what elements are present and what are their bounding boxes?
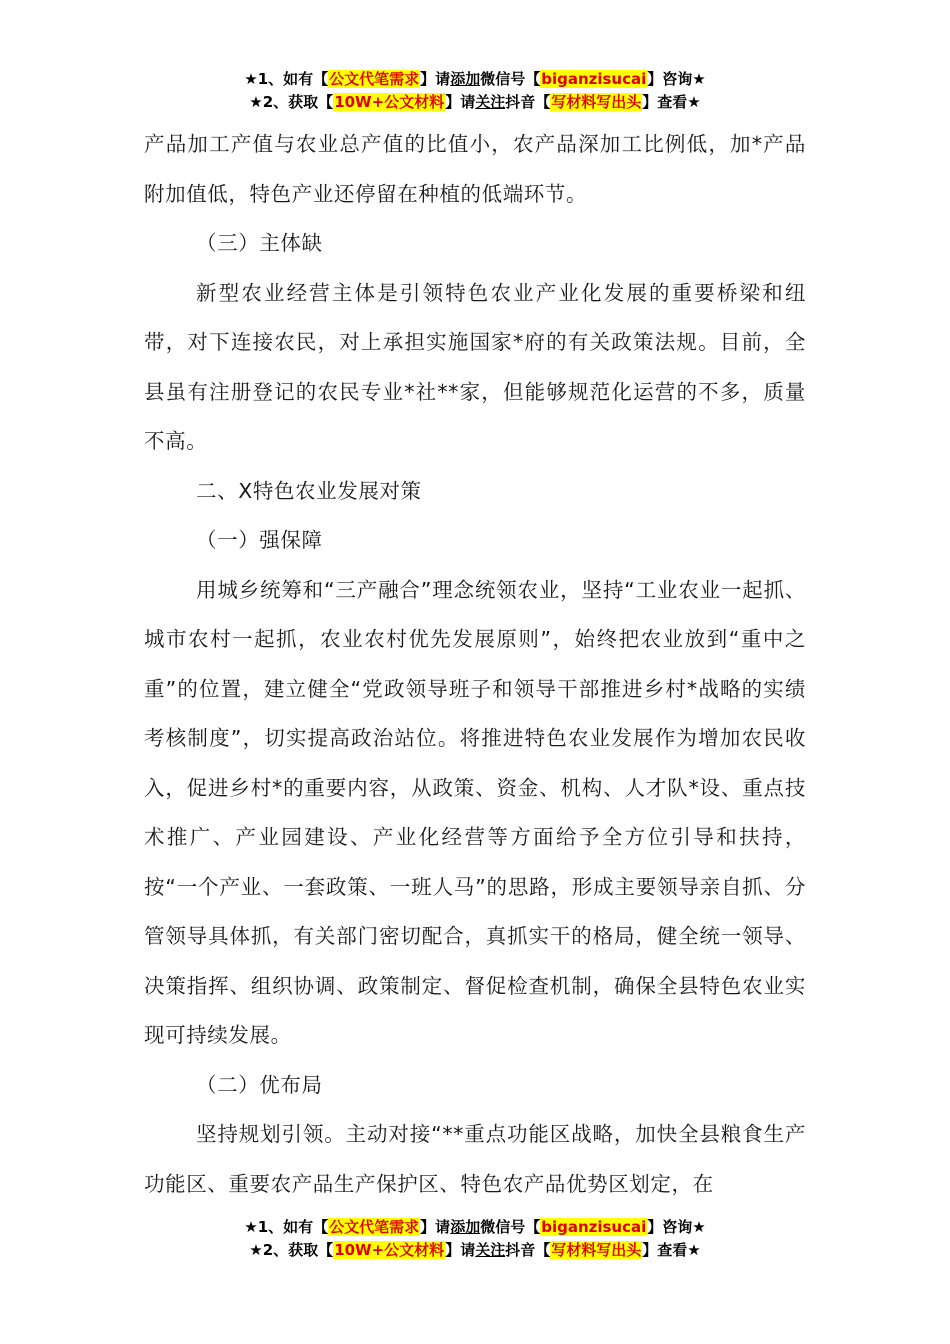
banner-text: 】请	[420, 1218, 451, 1236]
highlight-materials: 10W+公文材料	[334, 93, 445, 111]
section-heading: （一）强保障	[196, 528, 323, 552]
banner-text: 抖音【	[505, 1241, 551, 1259]
banner-text: 】咨询★	[647, 70, 706, 88]
banner-line-2	[0, 1239, 950, 1262]
banner-underlined: 添加	[450, 70, 481, 88]
banner-line-1	[0, 68, 950, 91]
banner-text: 】请	[420, 70, 451, 88]
banner-underlined: 关注	[475, 93, 506, 111]
banner-text: ★2、获取【	[249, 93, 334, 111]
paragraph: 坚持规划引领。主动对接“**重点功能区战略，加快全县粮食生产功能区、重要农产品生产保护区、特色农产品优势区划定，在	[144, 1122, 806, 1196]
paragraph: 产品加工产值与农业总产值的比值小，农产品深加工比例低，加*产品附加值低，特色产业还停留在种植的低端环节。	[144, 132, 806, 206]
banner-line-2	[0, 91, 950, 114]
banner-line-1	[0, 1216, 950, 1239]
chapter-heading: 二、X特色农业发展对策	[196, 478, 422, 503]
section-heading: （三）主体缺	[196, 231, 323, 255]
banner-text: 】请	[445, 93, 476, 111]
banner-text: ★1、如有【	[244, 70, 329, 88]
highlight-douyin: 写材料写出头	[551, 93, 642, 111]
highlight-wechat-id: biganzisucai	[541, 1218, 647, 1236]
highlight-service: 公文代笔需求	[329, 70, 420, 88]
banner-text: ★2、获取【	[249, 1241, 334, 1259]
banner-text: 】查看★	[642, 93, 701, 111]
banner-text: 】请	[445, 1241, 476, 1259]
banner-text: 】查看★	[642, 1241, 701, 1259]
highlight-materials: 10W+公文材料	[334, 1241, 445, 1259]
banner-text: 抖音【	[505, 93, 551, 111]
header-banner	[0, 68, 950, 114]
document-body	[144, 120, 806, 1209]
banner-text: 微信号【	[480, 1218, 541, 1236]
paragraph: 用城乡统筹和“三产融合”理念统领农业，坚持“工业农业一起抓、城市农村一起抓，农业农村优先发展原则”，始终把农业放到“重中之重”的位置，建立健全“党政领导班子和领导干部推进乡村*战略的实绩考核制度”，切实提高政治站位。将推进特色农业发展作为增加农民收入，促进乡村*的重要内容，从政策、资金、机构、人才队*设、重点技术推广、产业园建设、产业化经营等方面给予全方位引导和扶持，按“一个产业、一套政策、一班人马”的思路，形成主要领导亲自抓、分管领导具体抓，有关部门密切配合，真抓实干的格局，健全统一领导、决策指挥、组织协调、政策制定、督促检查机制，确保全县特色农业实现可持续发展。	[144, 577, 806, 1047]
banner-underlined: 关注	[475, 1241, 506, 1259]
paragraph: 新型农业经营主体是引领特色农业产业化发展的重要桥梁和纽带，对下连接农民，对上承担实施国家*府的有关政策法规。目前，全县虽有注册登记的农民专业*社**家，但能够规范化运营的不多，质量不高。	[144, 280, 806, 453]
banner-text: ★1、如有【	[244, 1218, 329, 1236]
highlight-service: 公文代笔需求	[329, 1218, 420, 1236]
highlight-douyin: 写材料写出头	[551, 1241, 642, 1259]
highlight-wechat-id: biganzisucai	[541, 70, 647, 88]
banner-text: 】咨询★	[647, 1218, 706, 1236]
banner-underlined: 添加	[450, 1218, 481, 1236]
section-heading: （二）优布局	[196, 1072, 323, 1097]
footer-banner	[0, 1216, 950, 1262]
banner-text: 微信号【	[480, 70, 541, 88]
